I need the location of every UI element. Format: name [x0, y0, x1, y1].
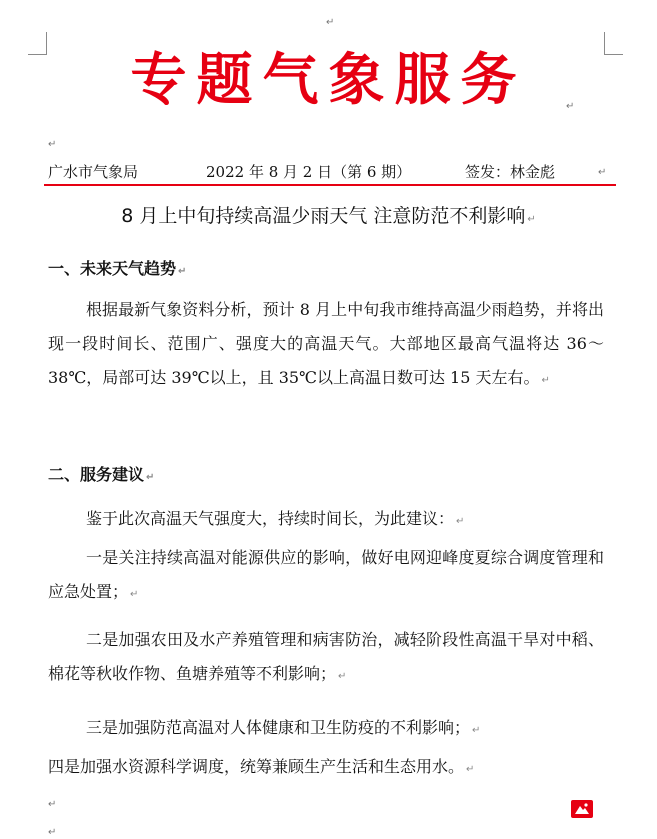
paragraph-mark-icon: ↵: [48, 827, 57, 838]
paragraph-mark-icon: ↵: [178, 266, 187, 277]
paragraph-forecast: [48, 293, 604, 398]
paragraph-text: 鉴于此次高温天气强度大，持续时间长，为此建议：: [86, 509, 455, 528]
document-title: [0, 47, 657, 113]
signer-text: 签发：林金彪: [465, 163, 556, 181]
paragraph-text: 三是加强防范高温对人体健康和卫生防疫的不利影响；: [86, 718, 471, 737]
section-heading-text: 二、服务建议: [48, 465, 145, 484]
paragraph-mark-icon: ↵: [541, 375, 550, 386]
paragraph-mark-icon: ↵: [598, 167, 607, 178]
paragraph-mark-icon: ↵: [48, 799, 57, 810]
paragraph-mark-icon: ↵: [338, 671, 347, 682]
headline-text: 8 月上中旬持续高温少雨天气 注意防范不利影响: [121, 205, 526, 227]
document-info-row: [48, 162, 608, 182]
paragraph-mark-icon: ↵: [146, 472, 155, 483]
paragraph-text: 四是加强水资源科学调度，统筹兼顾生产生活和生态用水。: [48, 757, 465, 776]
document-title-text: 专题气象服务: [130, 47, 527, 113]
paragraph-advice-intro: [48, 502, 604, 539]
paragraph-advice-4: [48, 750, 604, 787]
issuer-text: 广水市气象局: [48, 163, 139, 181]
paragraph-mark-icon: ↵: [326, 17, 335, 28]
paragraph-mark-icon: ↵: [472, 725, 481, 736]
paragraph-mark-icon: ↵: [527, 214, 536, 225]
paragraph-advice-2: [48, 623, 604, 694]
footer-badge-icon: [571, 800, 593, 818]
paragraph-advice-1: [48, 541, 604, 612]
paragraph-mark-icon: ↵: [130, 589, 139, 600]
section-heading-forecast: [48, 258, 186, 283]
paragraph-text: 二是加强农田及水产养殖管理和病害防治，减轻阶段性高温干旱对中稻、棉花等秋收作物、鱼塘养殖等不利影响；: [48, 630, 604, 683]
paragraph-mark-icon: ↵: [466, 764, 475, 775]
paragraph-mark-icon: ↵: [456, 516, 465, 527]
issue-date-text: 2022 年 8 月 2 日（第 6 期）: [206, 163, 412, 181]
headline: [0, 203, 657, 233]
paragraph-mark-icon: ↵: [566, 101, 575, 112]
paragraph-text: 根据最新气象资料分析，预计 8 月上中旬我市维持高温少雨趋势，并将出现一段时间长、范围广、强度大的高温天气。大部地区最高气温将达 36～38℃，局部可达 39℃以上，且 35℃以上高温日数可达 15 天左右。: [48, 300, 604, 387]
paragraph-advice-3: [48, 711, 604, 748]
paragraph-text: 一是关注持续高温对能源供应的影响，做好电网迎峰度夏综合调度管理和应急处置；: [48, 548, 604, 601]
paragraph-mark-icon: ↵: [48, 139, 57, 150]
red-divider-line: [44, 184, 616, 186]
section-heading-advice: [48, 464, 154, 489]
section-heading-text: 一、未来天气趋势: [48, 259, 177, 278]
